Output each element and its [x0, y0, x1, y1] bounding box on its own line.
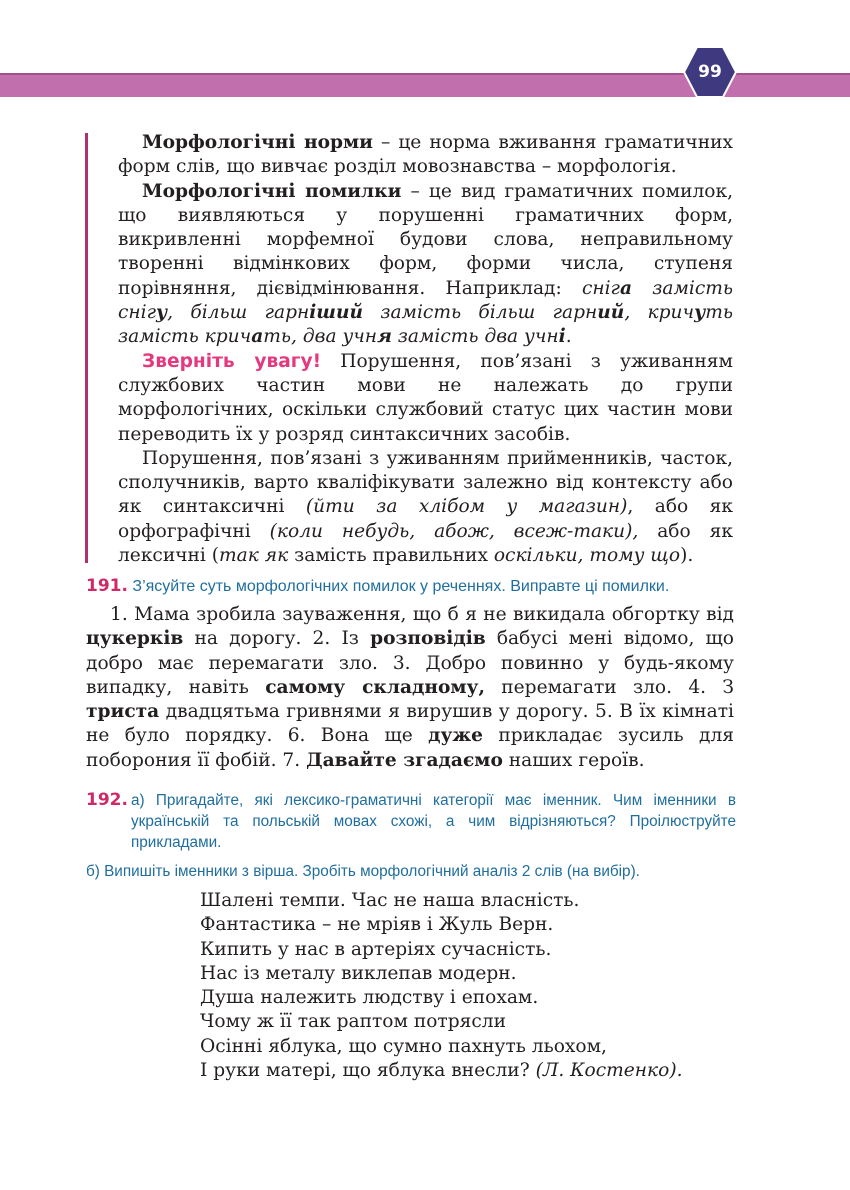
poem-author: (Л. Костенко). [535, 1060, 683, 1082]
page-number: 99 [698, 62, 722, 82]
task-192-part-b: б) Випишіть іменники з вірша. Зробіть морфологічний аналіз 2 слів (на вибір). [86, 863, 640, 880]
poem-line: Душа належить людству і епохам. [200, 987, 539, 1009]
examples: сніга замість снігу, більш гарніший замість більш гарний, кричуть замість кричать, два учня замість два учні [118, 277, 733, 348]
rule-block [118, 131, 733, 568]
poem-line: Чому ж її так раптом потрясли [200, 1011, 506, 1033]
rule-paragraph-4: Порушення, пов’язані з уживанням прийменників, часток, сполучників, варто кваліфікувати залежно від контексту або як синтаксичні (йти за хлібом у магазин), або як орфографічні (коли небудь, абож, всеж-таки), або як лексичні (так як замість правильних оскільки, тому що). [118, 447, 734, 567]
page-number-badge [683, 45, 737, 99]
task-191-heading [86, 575, 736, 598]
poem [200, 889, 683, 1083]
term-morph-errors: Морфологічні помилки [142, 180, 402, 202]
task-number: 192. [86, 790, 128, 810]
poem-line: Осінні яблука, що сумно пахнуть льохом, [200, 1035, 607, 1057]
task-192-part-a: а) Пригадайте, які лексико-граматичні категорії має іменник. Чим іменники в українській та польській мовах схожі, а чим відрізняються? Проілюструйте прикладами. [131, 792, 736, 851]
rule-margin-bar [85, 133, 88, 563]
attention-label: Зверніть увагу! [142, 350, 322, 372]
poem-line: Фантастика – не мріяв і Жуль Верн. [200, 914, 554, 936]
rule-paragraph-3: Зверніть увагу! Порушення, пов’язані з уживанням службових частин мови не належать до групи морфологічних, оскільки службовий статус цих частин мови переводить їх у розряд синтаксичних засобів. [118, 350, 734, 445]
task-192-heading [86, 790, 736, 853]
task-instruction: З’ясуйте суть морфологічних помилок у реченнях. Виправте ці помилки. [127, 578, 670, 595]
poem-line: І руки матері, що яблука внесли? (Л. Костенко). [200, 1060, 683, 1082]
poem-line: Нас із металу виклепав модерн. [200, 962, 517, 984]
poem-line: Шалені темпи. Час не наша власність. [200, 890, 580, 911]
task-191-sentences: 1. Мама зробила зауваження, що б я не викидала обгортку від цукерків на дорогу. 2. Із розповідів бабусі мені відомо, що добро має перемагати зло. 3. Добро повинно у будь-якому випадку, навіть самому складному, перемагати зло. 4. З триста двадцятьма гривнями я вирушив у дорогу. 5. В їх кімнаті не було порядку. 6. Вона ще дуже прикладає зусиль для поборония її фобій. 7. Давайте згадаємо наших героїв. [86, 604, 734, 771]
rule-paragraph-1: Морфологічні норми – це норма вживання граматичних форм слів, що вивчає розділ мовознавства – морфологія. [118, 132, 733, 178]
rule-paragraph-2: Морфологічні помилки – це вид граматичних помилок, що виявляються у порушенні граматичних форм, викривленні морфемної будови слова, неправильному творенні відмінкових форм, форми числа, ступеня порівняння, дієвідмінювання. Наприклад: сніга замість снігу, більш гарніший замість більш гарний, кричуть замість кричать, два учня замість два учні. [118, 180, 733, 348]
term-morph-norms: Морфологічні норми [142, 132, 373, 153]
task-number: 191. [86, 576, 128, 596]
poem-line: Кипить у нас в артеріях сучасність. [200, 938, 552, 960]
